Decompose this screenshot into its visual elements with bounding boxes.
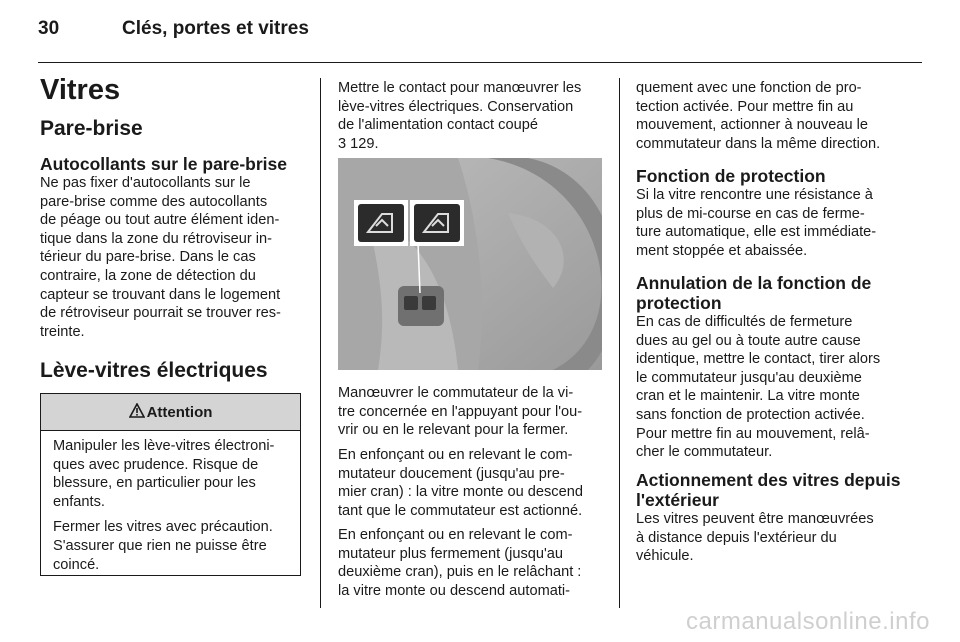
header-rule (38, 62, 922, 63)
heading-fonction-protection: Fonction de protection (636, 166, 826, 186)
gentle-text: En enfonçant ou en relevant le com- mutateur doucement (jusqu'au pre- mier cran) : la vitre monte ou descend tant que le commutateur est actionné. (338, 447, 583, 519)
section-title: Clés, portes et vitres (122, 18, 309, 39)
stickers-text: Ne pas fixer d'autocollants sur le pare-brise comme des autocollants de péage ou tout autre élément iden- tique dans la zone du rétroviseur in- térieur du pare-brise. Dans le cas contraire, la zone de détection du capteur se trouvant dans le logement de rétroviseur pourrait se trouver res- treinte. (40, 175, 281, 340)
watermark: carmanualsonline.info (686, 608, 930, 635)
heading-annulation: Annulation de la fonction de protection (636, 273, 872, 313)
section-stickers (40, 154, 304, 341)
warning-body (41, 431, 300, 574)
firm-text: En enfonçant ou en relevant le com- mutateur plus fermement (jusqu'au deuxième cran), puis en le relâchant : la vitre monte ou descend automati- (338, 527, 582, 599)
warning-paragraph-1: Manipuler les lève-vitres électroni- ques avec prudence. Risque de blessure, en particulier pour les enfants. (53, 438, 275, 510)
warning-box (40, 393, 301, 576)
intro-text: Mettre le contact pour manœuvrer les lève-vitres électriques. Conservation de l'alimentation contact coupé 3 129. (338, 80, 582, 152)
column-divider-2 (619, 78, 620, 608)
warning-triangle-icon (129, 403, 145, 422)
section-exterieur: Actionnement des vitres depuis l'extérieur Les vitres peuvent être manœuvrées à distance depuis l'extérieur du véhicule. (636, 470, 904, 566)
heading-vitres: Vitres (40, 74, 121, 106)
heading-actionnement-exterieur: Actionnement des vitres depuis l'extérieur (636, 470, 901, 510)
window-switch-photo (338, 158, 602, 370)
continued-text: quement avec une fonction de pro- tection activée. Pour mettre fin au mouvement, actionner à nouveau le commutateur dans la même direction. (636, 80, 881, 152)
warning-paragraph-2: Fermer les vitres avec précaution. S'assurer que rien ne puisse être coincé. (53, 519, 273, 573)
section-protection: Fonction de protection Si la vitre rencontre une résistance à plus de mi-course en cas de ferme- ture automatique, elle est immédiate- ment stoppée et abaissée. (636, 166, 904, 260)
heading-autocollants: Autocollants sur le pare-brise (40, 154, 288, 174)
warning-header (41, 394, 300, 431)
column-divider-1 (320, 78, 321, 608)
warning-title: Attention (146, 403, 213, 421)
heading-pare-brise: Pare-brise (40, 117, 143, 140)
page-number: 30 (38, 18, 60, 39)
operate-text: Manœuvrer le commutateur de la vi- tre concernée en l'appuyant pour l'ou- vrir ou en le relevant pour la fermer. (338, 385, 583, 439)
heading-leve-vitres: Lève-vitres électriques (40, 359, 268, 382)
section-annulation: Annulation de la fonction de protection En cas de difficultés de fermeture dues au gel ou à toute autre cause identique, mettre le contact, tirer alors le commutateur jusqu'au deuxième cran et le maintenir. La vitre monte sans fonction de protection activée. Pour mettre fin au mouvement, relâ- cher le commutateur. (636, 273, 904, 462)
